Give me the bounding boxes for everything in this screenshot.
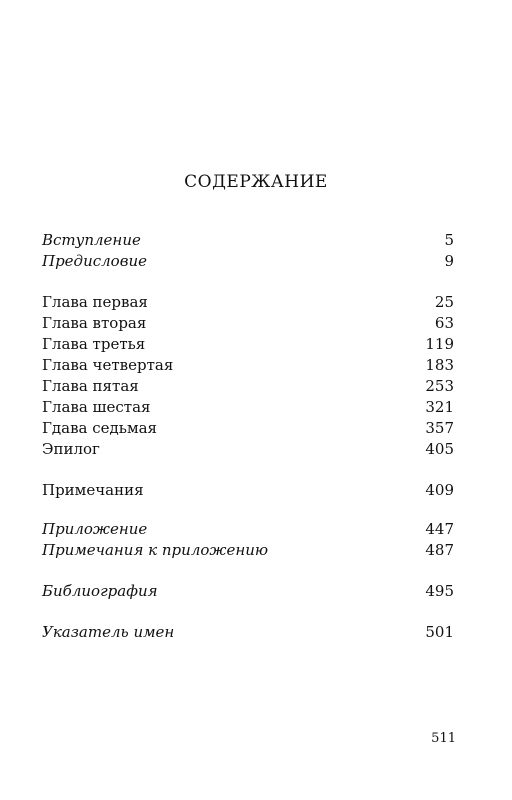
toc-entry	[42, 581, 454, 602]
toc-entry-label: Эпилог	[42, 440, 100, 458]
toc-entry	[42, 334, 454, 355]
toc-group-appendix	[42, 519, 454, 561]
toc-group-bibliography	[42, 581, 454, 602]
toc-entry-label: Глава пятая	[42, 377, 139, 395]
toc-entry-page: 409	[425, 481, 454, 499]
toc-entry-page: 183	[425, 356, 454, 374]
toc-entry-page: 5	[444, 231, 454, 249]
toc-entry-page: 25	[434, 293, 454, 311]
toc-entry-page: 447	[425, 520, 454, 538]
toc-entry-page: 405	[425, 440, 454, 458]
toc-entry-label: Приложение	[42, 520, 148, 538]
toc-entry-label: Указатель имен	[42, 623, 175, 641]
toc-entry-page: 253	[425, 377, 454, 395]
toc-entry	[42, 622, 454, 643]
toc-entry-label: Глава шестая	[42, 398, 151, 416]
toc-entry-label: Вступление	[42, 231, 141, 249]
toc-entry	[42, 418, 454, 439]
toc-entry	[42, 397, 454, 418]
page-number: 511	[431, 731, 456, 746]
toc-entry-label: Примечания	[42, 481, 144, 499]
toc-entry-label: Предисловие	[42, 252, 147, 270]
toc-entry-page: 357	[425, 419, 454, 437]
toc-entry-label: Глава первая	[42, 293, 148, 311]
toc-entry	[42, 251, 454, 272]
toc-group-chapters	[42, 292, 454, 460]
toc-entry-page: 321	[425, 398, 454, 416]
toc-entry-label: Библиография	[42, 582, 158, 600]
page-title: СОДЕРЖАНИЕ	[184, 172, 328, 192]
toc-entry-page: 63	[434, 314, 454, 332]
toc-entry	[42, 230, 454, 251]
toc-entry	[42, 292, 454, 313]
toc-entry-page: 119	[425, 335, 454, 353]
toc-entry-page: 487	[425, 541, 454, 559]
toc-entry	[42, 519, 454, 540]
toc-entry	[42, 313, 454, 334]
toc-entry	[42, 376, 454, 397]
toc-entry-page: 501	[425, 623, 454, 641]
toc-entry-label: Примечания к приложению	[42, 541, 269, 559]
toc-group-index	[42, 622, 454, 643]
toc-entry	[42, 355, 454, 376]
toc-entry	[42, 540, 454, 561]
toc-entry-page: 9	[444, 252, 454, 270]
toc-entry-label: Глава третья	[42, 335, 146, 353]
toc-entry-page: 495	[425, 582, 454, 600]
toc-entry-label: Гдава седьмая	[42, 419, 158, 437]
toc-entry	[42, 480, 454, 501]
toc-entry-label: Глава вторая	[42, 314, 147, 332]
toc-entry	[42, 439, 454, 460]
toc-group-notes	[42, 480, 454, 501]
toc-group-intro	[42, 230, 454, 272]
toc-entry-label: Глава четвертая	[42, 356, 174, 374]
